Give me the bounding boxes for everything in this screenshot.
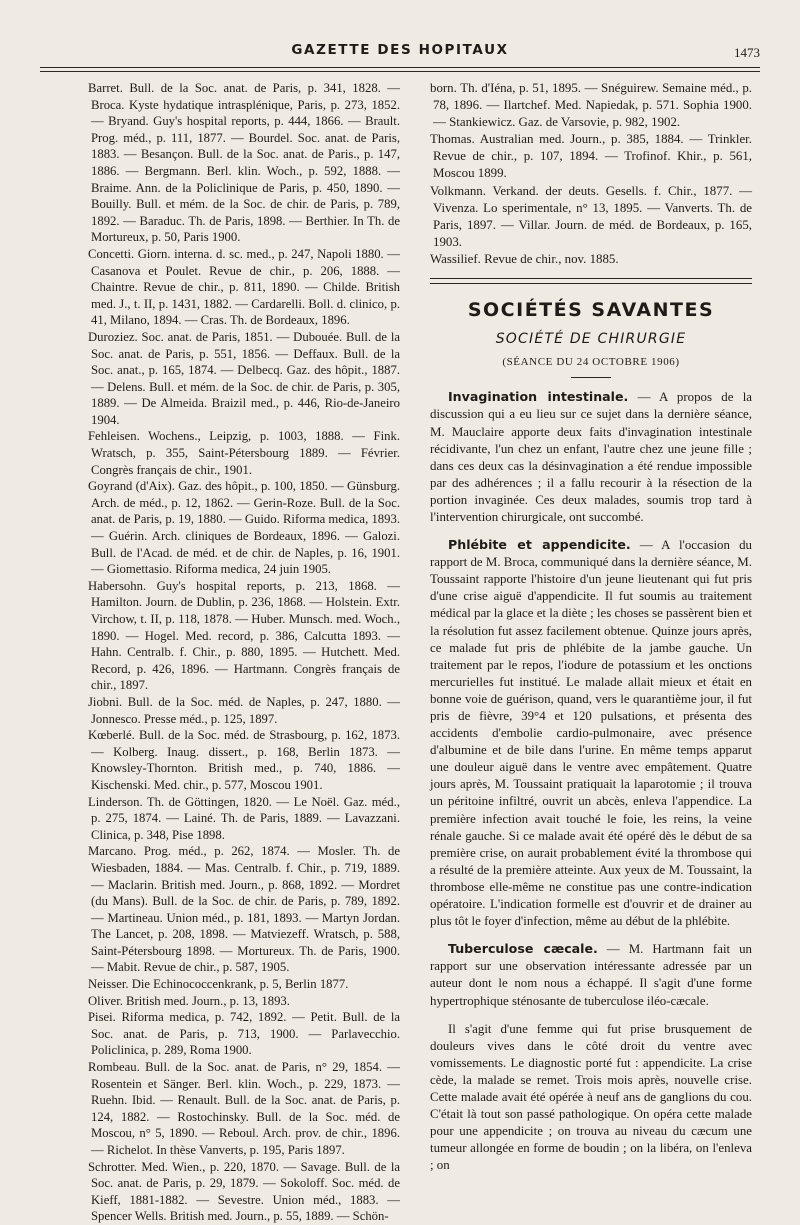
paragraph-text: — A l'occasion du rapport de M. Broca, communiqué dans la dernière séance, M. Toussaint rapporte l'histoire d'un jeune lieutenant qui fut pris d'une crise aiguë d'appendicite. Il fut soumis au traitement médical par la glace et la diète ; les choses se passèrent bien et la résolution fut assez facilement obtenue. Quinze jours après, ce malade fut pris de phlébite de la jambe gauche. Un traitement par le repos, l'iodure de potassium et les onctions mercurielles fut institué. Le malade allait mieux et était en bonne voie de guérison, quand, vers le quarantième jour, il fut pris de fièvre, 39°4 et 120 pulsations, et présenta des accidents d'embolie cardio-pulmonaire, avec présence d'albumine et de bile dans l'urine. En même temps apparut une douleur aiguë dans le ventre avec empâtement. Quatre jours après, M. Toussaint pratiquait la laparotomie ; il trouva un péritoine infiltré, ouvrit un abcès, enleva l'appendice. La première infection avait touché le foie, les reins, la veine rénale gauche. Si ce malade avait été opéré dès le début de sa première crise, on aurait probablement évité la thrombose qui a résulté de la première atteinte. Aux yeux de M. Toussaint, la thrombose elle-même ne constitue pas une contre-indication opératoire. L'indication formelle est d'ouvrir et de drainer au plus tôt le foyer d'infection, même au début de la phlébite. [430,538,753,929]
paragraph-text: — M. Hartmann fait un rapport sur une observation intéressante adressée par un auteur dont le nom nous a échappé. Il s'agit d'une forme hypertrophique sténosante de tuberculose iléo-cæcale. [430,942,752,1008]
header-rule [40,67,760,72]
society-heading: SOCIÉTÉ DE CHIRURGIE [495,331,687,348]
reference-entry: Duroziez. Soc. anat. de Paris, 1851. — Dubouée. Bull. de la Soc. anat. de Paris, p. 551, 1856. — Deffaux. Bull. de la Soc. anat., p. 165, 1874. — Delbecq. Gaz. des hôpit., 1887. — Delens. Bull. et mém. de la Soc. de chir. de Paris, p. 305, 1889. — De Almeida. Braizil med., p. 446, Rio-de-Janeiro 1904. [88,329,400,427]
right-column [430,80,753,1173]
reference-entry: Wassilief. Revue de chir., nov. 1885. [430,251,619,266]
reference-list-left [88,80,400,1225]
reference-entry: Jiobni. Bull. de la Soc. méd. de Naples, p. 247, 1880. — Jonnesco. Presse méd., p. 125, 1897. [88,694,400,726]
short-divider [571,377,611,378]
reference-entry: Schrotter. Med. Wien., p. 220, 1870. — Savage. Bull. de la Soc. anat. de Paris, p. 29, 1879. — Sokoloff. Soc. méd. de Kieff, 1881-1882. — Sevestre. Union méd., 1883. — Spencer Wells. British med. Journ., p. 55, 1889. — Schön- [88,1159,400,1224]
paragraph-lead: Invagination intestinale. [448,389,629,405]
section-rule [430,278,752,284]
left-column [88,80,400,1224]
reference-entry: Concetti. Giorn. interna. d. sc. med., p. 247, Napoli 1880. — Casanova et Poulet. Revue de chir., p. 206, 1888. — Chaintre. Revue de chir., p. 811, 1890. — Childe. British med. J., t. II, p. 1431, 1882. — Cardarelli. Boll. d. clinico, p. 41, Milano, 1894. — Cras. Th. de Bordeaux, 1896. [88,246,400,328]
reference-entry: Fehleisen. Wochens., Leipzig, p. 1003, 1888. — Fink. Wratsch, p. 355, Saint-Pétersbourg 1889. — Février. Congrès français de chir., 1901. [88,429,400,477]
journal-title: GAZETTE DES HOPITAUX [291,42,509,58]
article-paragraph [430,1020,752,1175]
reference-entry: Goyrand (d'Aix). Gaz. des hôpit., p. 100, 1850. — Günsburg. Arch. de méd., p. 12, 1862. — Gerin-Roze. Bull. de la Soc. anat. de Paris, p. 19, 1880. — Guido. Riforma medica, 1893. — Guérin. Arch. cliniques de Bordeaux, 1896. — Galozi. Bull. de l'Acad. de méd. et de chir. de Naples, p. 16, 1901. — Giomettasio. Riforma medica, 24 juin 1905. [88,479,400,577]
reference-entry: Linderson. Th. de Göttingen, 1820. — Le Noël. Gaz. méd., p. 275, 1874. — Lainé. Th. de Paris, 1889. — Lavazzani. Clinica, p. 348, Pise 1898. [88,794,400,842]
reference-list-right [430,80,752,268]
reference-entry: Thomas. Australian med. Journ., p. 385, 1884. — Trinkler. Revue de chir., p. 107, 1894. — Trofinof. Khir., p. 561, Moscou 1899. [430,132,752,181]
page-number: 1473 [734,45,760,60]
reference-entry: Rombeau. Bull. de la Soc. anat. de Paris, n° 29, 1854. — Rosentein et Sänger. Berl. klin. Woch., p. 229, 1873. — Ruehn. Ibid. — Renault. Bull. de la Soc. anat. de Paris, p. 124, 1882. — Rostochinsky. Bull. de la Soc. méd. de Moscou, n° 5, 1890. — Reboul. Arch. prov. de chir., 1896. — Richelot. In thèse Vanverts, p. 195, Paris 1897. [88,1060,400,1157]
reference-entry: Habersohn. Guy's hospital reports, p. 213, 1868. — Hamilton. Journ. de Dublin, p. 236, 1868. — Holstein. Extr. Virchow, t. II, p. 118, 1878. — Huber. Munsch. med. Woch., 1890. — Hogel. Med. record, p. 386, Calcutta 1893. — Hahn. Centralb. f. Chir., p. 880, 1895. — Hutchett. Med. Record, p. 426, 1896. — Hartmann. Congrès français de chir., 1897. [88,578,400,693]
paragraph-lead: Phlébite et appendicite. [448,537,631,553]
seance-date: (SÉANCE DU 24 OCTOBRE 1906) [502,356,680,369]
paragraph-text: Il s'agit d'une femme qui fut prise brusquement de douleurs vives dans le côté droit du ventre avec vomissements. Le diagnostic porté fut : appendicite. La crise cède, la malade se remet. Trois mois après, nouvelle crise. Cette malade avait été opérée à neuf ans de ganglions du cou. C'était là tout son passé pathologique. On opéra cette malade pour une appendicite ; on trouva au niveau du cæcum une tumeur allongée en forme de boudin ; on la libéra, on l'enleva ; on [430,1021,752,1173]
article-paragraph [430,536,752,930]
paragraph-text: — A propos de la discussion qui a eu lieu sur ce sujet dans la dernière séance, M. Mauclaire apporte deux faits d'invagination intestinale récidivante, l'un chez un enfant, l'autre chez une jeune fille ; dans ces deux cas la désinvagination a été rendue impossible par des adhérences ; il a fallu recourir à la résection de la portion invaginée. Ces deux malades, soumis trop tard à l'intervention chirurgicale, ont succombé. [430,390,752,524]
reference-entry: Marcano. Prog. méd., p. 262, 1874. — Mosler. Th. de Wiesbaden, 1884. — Mas. Centralb. f. Chir., p. 719, 1889. — Maclarin. British med. Journ., p. 868, 1892. — Mordret (du Mans). Bull. de la Soc. de chir. de Paris, p. 789, 1892. — Martineau. Union méd., p. 181, 1893. — Martyn Jordan. The Lancet, p. 208, 1898. — Matviezeff. Wratsch, p. 588, Saint-Pétersbourg 1898. — Mortureux. Th. de Paris, 1900. — Mabit. Revue de chir., p. 587, 1905. [88,844,400,975]
article-paragraph [430,388,752,526]
section-title: SOCIÉTÉS SAVANTES [467,299,715,322]
reference-entry: Pisei. Riforma medica, p. 742, 1892. — Petit. Bull. de la Soc. anat. de Paris, p. 713, 1900. — Parlavecchio. Policlinica, p. 289, Roma 1900. [88,1010,400,1058]
article-paragraph [430,940,752,1009]
reference-entry: Kœberlé. Bull. de la Soc. méd. de Strasbourg, p. 162, 1873. — Kolberg. Inaug. dissert., p. 168, Berlin 1873. — Knowsley-Thornton. British med., p. 740, 1886. — Kischenski. Med. chir., p. 577, Moscou 1901. [88,728,400,792]
reference-entry: Volkmann. Verkand. der deuts. Gesells. f. Chir., 1877. — Vivenza. Lo sperimentale, n° 13, 1895. — Vanverts. Th. de Paris, 1897. — Villar. Journ. de méd. de Bordeaux, p. 165, 1903. [430,183,752,249]
reference-entry: Barret. Bull. de la Soc. anat. de Paris, p. 341, 1828. — Broca. Kyste hydatique intrasplénique, Paris, p. 273, 1852. — Bryand. Guy's hospital reports, p. 444, 1866. — Brault. Prog. méd., p. 111, 1877. — Bourdel. Soc. anat. de Paris, 1883. — Besançon. Bull. de la Soc. anat. de Paris., p. 147, 1886. — Bergmann. Berl. klin. Woch., p. 592, 1888. — Braime. Ann. de la Policlinique de Paris, p. 450, 1890. — Bouilly. Bull. et mém. de la Soc. de chir. de Paris, p. 789, 1892. — Baraduc. Th. de Paris, 1898. — Berthier. In Th. de Mortureux, p. 50, Paris 1900. [88,81,400,245]
reference-entry: Neisser. Die Echinococcenkrank, p. 5, Berlin 1877. [88,977,349,992]
reference-entry: born. Th. d'Iéna, p. 51, 1895. — Snéguirew. Semaine méd., p. 78, 1896. — Ilartchef. Med. Napiedak, p. 571. Sophia 1900. — Stankiewicz. Gaz. de Varsovie, p. 982, 1902. [430,81,752,130]
reference-entry: Oliver. British med. Journ., p. 13, 1893. [88,993,290,1008]
running-header [40,42,760,64]
paragraph-lead: Tuberculose cæcale. [448,941,598,957]
